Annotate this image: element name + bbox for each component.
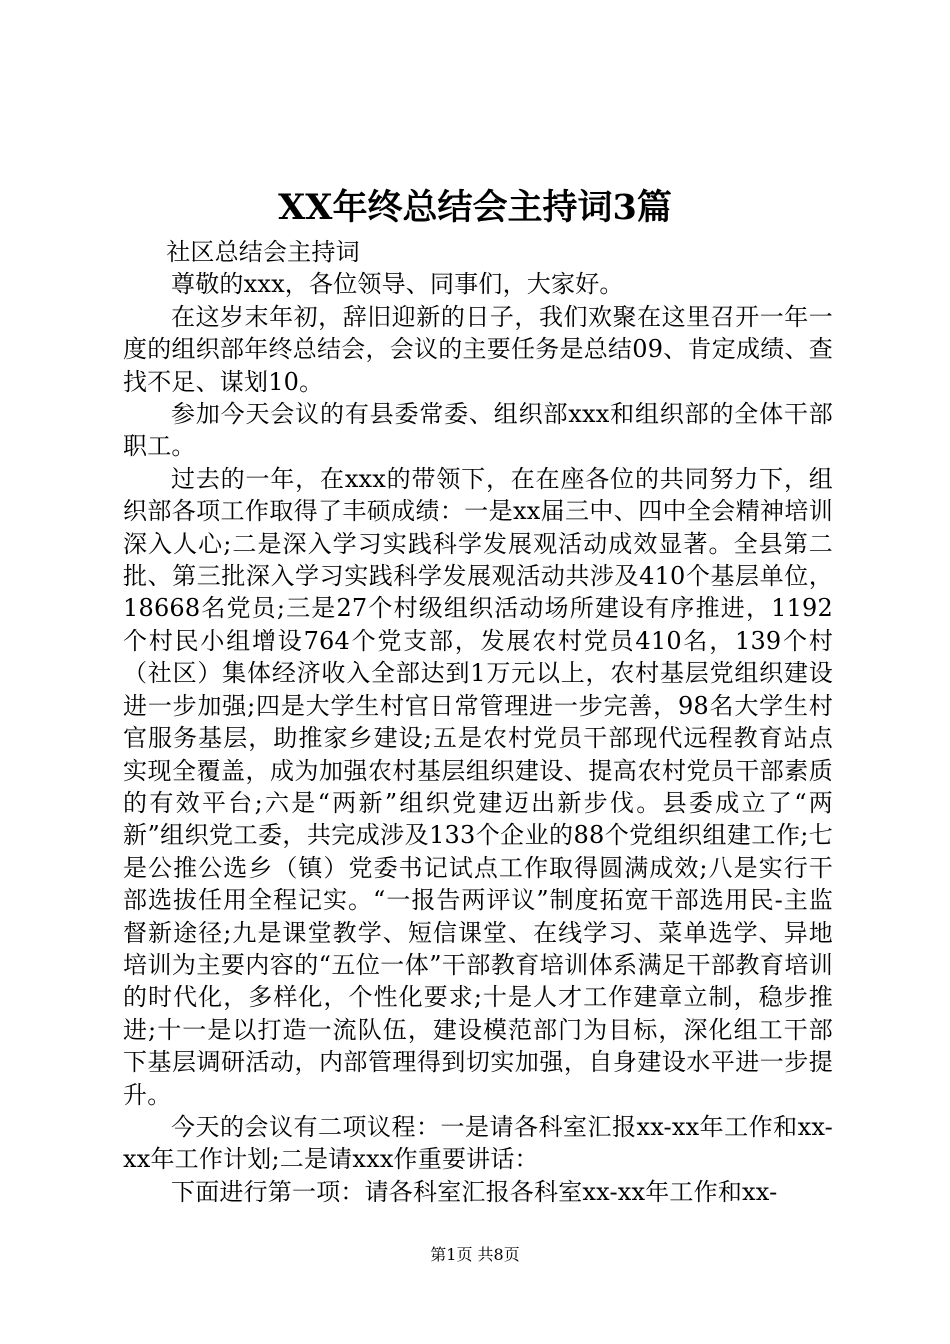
paragraph-agenda: 今天的会议有二项议程：一是请各科室汇报xx-xx年工作和xx-xx年工作计划;二是请xxx作重要讲话：	[123, 1112, 833, 1174]
page-footer: 第1页 共8页	[430, 1245, 520, 1264]
paragraph-first-item: 下面进行第一项：请各科室汇报各科室xx-xx年工作和xx-	[171, 1177, 778, 1206]
document-title: XX年终总结会主持词3篇	[278, 187, 672, 228]
paragraph-achievements: 过去的一年，在xxx的带领下，在在座各位的共同努力下，组织部各项工作取得了丰硕成绩：一是xx届三中、四中全会精神培训深入人心;二是深入学习实践科学发展观活动成效显著。全县第二批、第三批深入学习实践科学发展观活动共涉及410个基层单位，18668名党员;三是27个村级组织活动场所建设有序推进，1192个村民小组增设764个党支部，发展农村党员410名，139个村（社区）集体经济收入全部达到1万元以上，农村基层党组织建设进一步加强;四是大学生村官日常管理进一步完善，98名大学生村官服务基层，助推家乡建设;五是农村党员干部现代远程教育站点实现全覆盖，成为加强农村基层组织建设、提高农村党员干部素质的有效平台;六是“两新”组织党建迈出新步伐。县委成立了“两新”组织党工委，共完成涉及133个企业的88个党组织组建工作;七是公推公选乡（镇）党委书记试点工作取得圆满成效;八是实行干部选拔任用全程记实。“一报告两评议”制度拓宽干部选用民-主监督新途径;九是课堂教学、短信课堂、在线学习、菜单选学、异地培训为主要内容的“五位一体”干部教育培训体系满足干部教育培训的时代化，多样化，个性化要求;十是人才工作建章立制，稳步推进;十一是以打造一流队伍，建设模范部门为目标，深化组工干部下基层调研活动，内部管理得到切实加强，自身建设水平进一步提升。	[123, 464, 833, 1109]
paragraph-greeting: 尊敬的xxx，各位领导、同事们，大家好。	[171, 270, 624, 299]
document-body	[123, 236, 833, 1208]
section-subheading: 社区总结会主持词	[166, 238, 360, 266]
paragraph-opening: 在这岁末年初，辞旧迎新的日子，我们欢聚在这里召开一年一度的组织部年终总结会，会议的主要任务是总结09、肯定成绩、查找不足、谋划10。	[123, 302, 833, 396]
paragraph-attendees: 参加今天会议的有县委常委、组织部xxx和组织部的全体干部职工。	[123, 400, 833, 461]
